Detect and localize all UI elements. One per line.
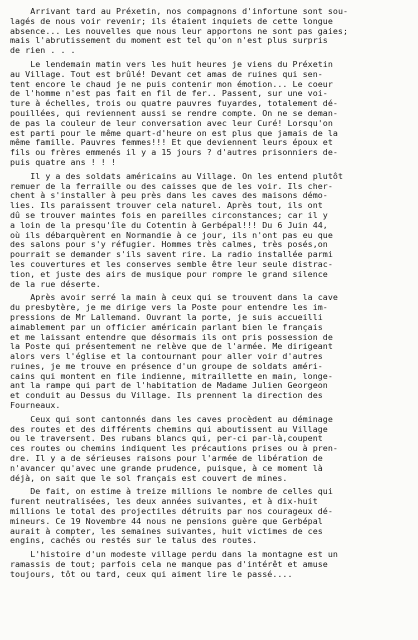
paragraph-post-office: Après avoir serré la main à ceux qui se trouvent dans la cave du presbytère, je me dirige vers la Poste pour entendre les im- pressions de Mr Lallemand. Ouvrant la porte, je suis accueilli aimablement par un officier américain parlant bien le français et me laissant entendre que désormais ils ont pris possession de la Poste qui présentement ne relève que de l'armée. Me dirigeant alors vers l'église et la contournant pour aller voir d'autres ruines, je me trouve en présence d'un groupe de soldats améri- cains qui montent en file indienne, mitraillette en main, longe- ant la rampe qui part de l'habitation de Madame Julien Georgeon et conduit au Dessus du Village. Ils prennent la direction des Fourneaux. [10, 292, 338, 411]
paragraph-demining: Ceux qui sont cantonnés dans les caves procèdent au déminage des routes et des différents chemins qui aboutissent au Village ou le traversent. Des rubans blancs qui, per-ci par-là,coupent ces routes ou chemins indiquent les précautions prises ou à pren- dre. Il y a de sérieuses raisons pour l'armée de libération de n'avancer qu'avec une grande prudence, puisque, à ce moment là déjà, on sait que le sol français est couvert de mines. [10, 413, 338, 483]
paragraph-mines-estimate: De fait, on estime à treize millions le nombre de celles qui furent neutralisées, les deux années suivantes, et à dix-huit millions le total des projectiles détruits par nos courageux dé- mineurs. Ce 19 Novembre 44 nous ne pensions guère que Gerbépal aurait à compter, les semaines suivantes, huit victimes de ces engins, cachés ou restés sur le talus des routes. [10, 486, 333, 546]
paragraph-american-soldiers: Il y a des soldats américains au Village. On les entend plutôt remuer de la ferraille ou des caisses que de les voir. Ils cher- chent à s'installer à peu près dans les caves des maisons démo- lies. Ils paraissent trouver cela naturel. Après tout, ils ont dû se trouver maintes fois en pareilles circonstances; car il y a loin de la presqu'île du Cotentin à Gerbépal!!! Du 6 Juin 44, où ils débarquèrent en Normandie à ce jour, ils n'ont pas eu que des salons pour s'y réfugier. Hommes très calmes, très posés,on pourrait se demander s'ils savent rire. La radio installée parmi les couvertures et les conserves semble être leur seule distrac- tion, et juste des airs de musique pour rompre le grand silence de la rue déserte. [10, 170, 343, 289]
paragraph-next-morning: Le lendemain matin vers les huit heures je viens du Préxetin au Village. Tout est brûlé! Devant cet amas de ruines qui sen- tent encore le chaud je ne puis contenir mon émotion... Le coeur de l'homme n'est pas fait en fil de fer.. Passent, sur une voi- ture à échelles, trois ou quatre pauvres fuyardes, totalement dé- pouillées, qui reviennent aussi se rendre compte. On ne se deman- de pas la couleur de leur conversation avec leur Curé! Lorsqu'on est parti pour le même quart-d'heure on est plus que jamais de la même famille. Pauvres femmes!!! Et que deviennent leurs époux et fils ou frères emmenés il y a 15 jours ? d'autres prisonniers de- puis quatre ans ! ! ! [10, 58, 338, 167]
paragraph-arrival: Arrivant tard au Préxetin, nos compagnons d'infortune sont sou- lagés de nous voir revenir; ils étaient inquiets de cette longue absence... Les nouvelles que nous leur apportons ne sont pas gaies; mais l'abrutissement du moment est tel qu'on n'est plus surpris de rien . . . [10, 6, 349, 56]
paragraph-village-history: L'histoire d'un modeste village perdu dans la montagne est un ramassis de tout; parfois cela ne manque pas d'intérêt et amuse toujours, tôt ou tard, ceux qui aiment lire le passé.... [10, 549, 338, 579]
